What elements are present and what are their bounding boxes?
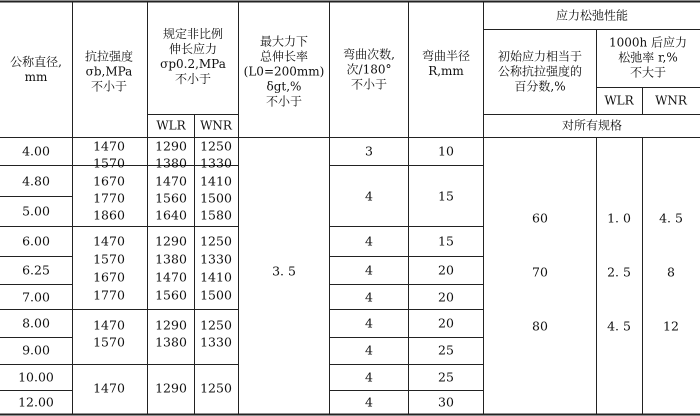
- diameter-cell: 4.80: [22, 173, 50, 189]
- diameter-cell: 4.00: [22, 143, 50, 159]
- bend-count-cell: 4: [365, 394, 373, 410]
- relax-wnr-cell: 12: [663, 318, 679, 334]
- diameter-cell: 5.00: [22, 203, 50, 219]
- strength-cell: 1470: [93, 138, 125, 154]
- header-yield-wnr: WNR: [200, 118, 232, 133]
- yield-wnr-cell: 1580: [200, 207, 232, 223]
- header-relaxation: 应力松弛性能: [555, 8, 629, 23]
- yield-wlr-cell: 1380: [155, 334, 187, 350]
- yield-wlr-cell: 1380: [155, 251, 187, 267]
- relax-wlr-cell: 2. 5: [607, 264, 631, 280]
- diameter-cell: 7.00: [22, 289, 50, 305]
- yield-wnr-cell: 1330: [200, 155, 232, 171]
- relax-wnr-cell: 4. 5: [659, 210, 683, 226]
- initial-stress-cell: 80: [532, 318, 548, 334]
- yield-symbol: σp0.2,MPa: [160, 57, 226, 71]
- bend-count-cell: 4: [365, 342, 373, 358]
- relax-wlr-cell: 1. 0: [607, 210, 631, 226]
- strength-cell: 1570: [93, 251, 125, 267]
- strength-cell: 1770: [93, 190, 125, 206]
- bend-radius-cell: 25: [438, 369, 454, 385]
- yield-wlr-cell: 1290: [155, 138, 187, 154]
- bend-count-cell: 4: [365, 315, 373, 331]
- yield-wnr-cell: 1410: [200, 269, 232, 285]
- relax-wnr-cell: 8: [667, 264, 675, 280]
- yield-wlr-cell: 1290: [155, 380, 187, 396]
- diameter-cell: 12.00: [18, 394, 54, 410]
- strength-cell: 1670: [93, 269, 125, 285]
- bend-radius-cell: 25: [438, 342, 454, 358]
- header-relax-wnr: WNR: [655, 93, 687, 108]
- bend-radius-cell: 20: [438, 289, 454, 305]
- diameter-cell: 8.00: [22, 315, 50, 331]
- bend-radius-cell: 20: [438, 315, 454, 331]
- yield-wlr-cell: 1290: [155, 317, 187, 333]
- strength-cell: 1570: [93, 155, 125, 171]
- yield-wnr-cell: 1500: [200, 287, 232, 303]
- yield-wnr-cell: 1500: [200, 190, 232, 206]
- header-diameter: 公称直径, mm: [10, 55, 62, 84]
- bend-radius-cell: 10: [438, 143, 454, 159]
- header-bend-radius: 弯曲半径 R,mm: [421, 49, 471, 78]
- diameter-cell: 10.00: [18, 369, 54, 385]
- elongation-cell: 3. 5: [272, 263, 296, 279]
- bend-radius-cell: 20: [438, 262, 454, 278]
- strength-symbol: σb,MPa: [85, 64, 133, 79]
- yield-wnr-cell: 1250: [200, 138, 232, 154]
- yield-wlr-cell: 1470: [155, 269, 187, 285]
- bend-count-cell: 4: [365, 233, 373, 249]
- diameter-cell: 9.00: [22, 342, 50, 358]
- yield-wlr-cell: 1560: [155, 190, 187, 206]
- bend-count-cell: 4: [365, 188, 373, 204]
- strength-cell: 1670: [93, 173, 125, 189]
- yield-wlr-cell: 1560: [155, 287, 187, 303]
- yield-wlr-cell: 1380: [155, 155, 187, 171]
- diameter-cell: 6.00: [22, 233, 50, 249]
- header-relax-rate: 1000h 后应力 松弛率 r,% 不大于: [608, 35, 688, 80]
- header-relax-wlr: WLR: [604, 93, 634, 108]
- bend-radius-cell: 15: [438, 188, 454, 204]
- yield-wnr-cell: 1250: [200, 233, 232, 249]
- yield-wlr-cell: 1640: [155, 207, 187, 223]
- yield-wnr-cell: 1250: [200, 317, 232, 333]
- strength-cell: 1470: [93, 317, 125, 333]
- bend-radius-cell: 15: [438, 233, 454, 249]
- bend-count-cell: 4: [365, 262, 373, 278]
- yield-wnr-cell: 1330: [200, 334, 232, 350]
- initial-stress-cell: 70: [532, 264, 548, 280]
- header-elongation: 最大力下 总伸长率 (L0=200mm) δgt,% 不小于: [243, 34, 325, 109]
- header-strength: 抗拉强度 σb,MPa 不小于: [84, 49, 134, 94]
- header-yield: 规定非比例 伸长应力 σp0.2,MPa 不小于: [160, 27, 226, 86]
- yield-wlr-cell: 1290: [155, 233, 187, 249]
- header-yield-wlr: WLR: [156, 118, 186, 133]
- header-bend-count: 弯曲次数, 次/180° 不小于: [343, 47, 395, 92]
- strength-cell: 1860: [93, 207, 125, 223]
- strength-cell: 1470: [93, 233, 125, 249]
- bend-count-cell: 4: [365, 289, 373, 305]
- initial-stress-cell: 60: [532, 210, 548, 226]
- header-all-specs: 对所有规格: [561, 118, 623, 133]
- relax-wlr-cell: 4. 5: [607, 318, 631, 334]
- bend-radius-cell: 30: [438, 394, 454, 410]
- strength-cell: 1470: [93, 380, 125, 396]
- header-initial-stress: 初始应力相当于 公称抗拉强度的 百分数,%: [497, 49, 583, 94]
- yield-wnr-cell: 1250: [200, 380, 232, 396]
- yield-wnr-cell: 1410: [200, 173, 232, 189]
- strength-cell: 1770: [93, 287, 125, 303]
- diameter-cell: 6.25: [22, 262, 50, 278]
- strength-cell: 1570: [93, 334, 125, 350]
- yield-wlr-cell: 1470: [155, 173, 187, 189]
- bend-count-cell: 4: [365, 369, 373, 385]
- yield-wnr-cell: 1330: [200, 251, 232, 267]
- bend-count-cell: 3: [365, 143, 373, 159]
